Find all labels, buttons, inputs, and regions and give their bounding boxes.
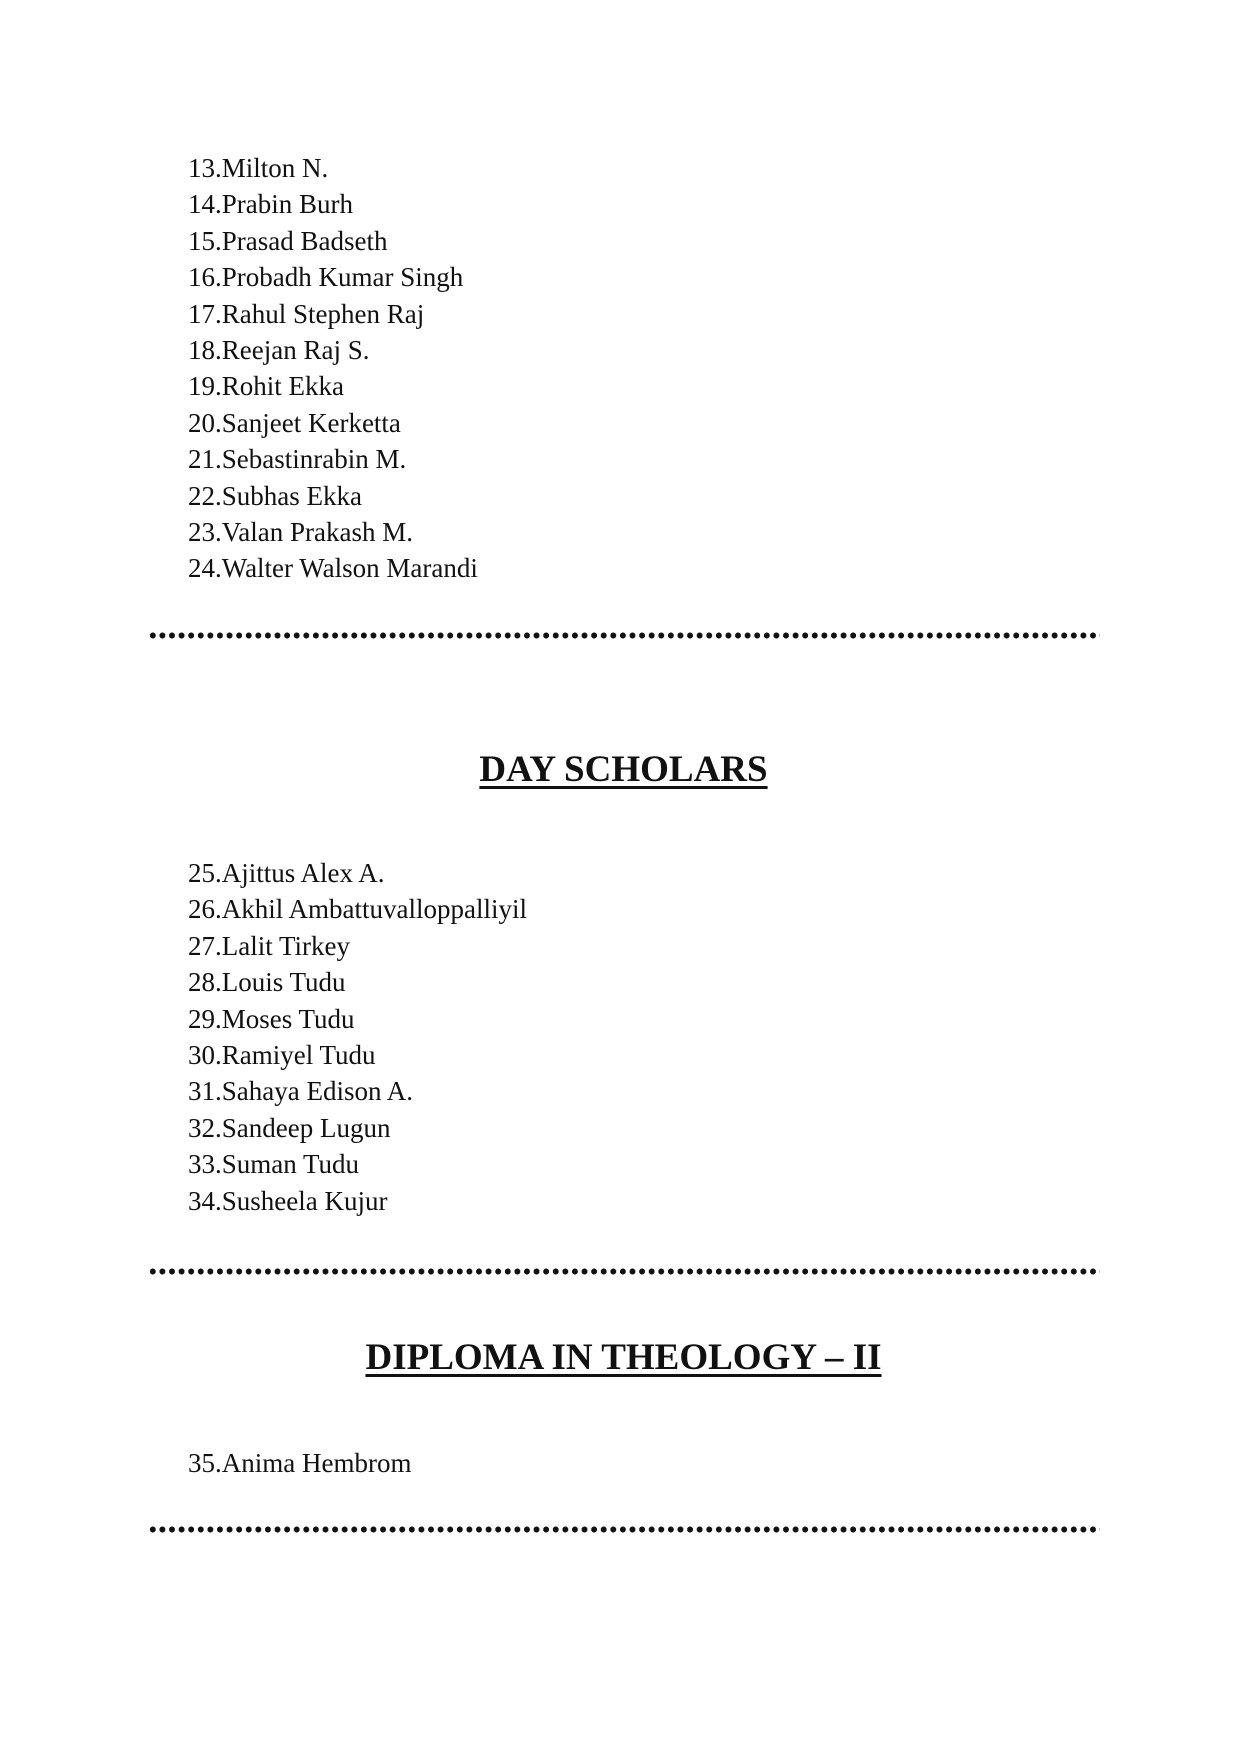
list-item-number: 25.: [188, 858, 222, 888]
list-item: [188, 1037, 527, 1073]
list-item-name: Sandeep Lugun: [221, 1112, 391, 1143]
list-item: [188, 1445, 411, 1481]
list-item: [188, 223, 478, 259]
dotted-divider: [148, 1526, 1100, 1533]
list-item-name: Sebastinrabin M.: [221, 444, 407, 475]
list-item-number: 20.: [188, 407, 222, 438]
list-item: [188, 296, 478, 332]
list-item-number: 29.: [188, 1003, 222, 1034]
section-title-diploma-theology: [3, 1336, 1241, 1380]
list-item: [188, 928, 527, 964]
day-scholars-list: [188, 855, 527, 1219]
list-item: [188, 964, 527, 1000]
list-item-number: 33.: [188, 1149, 222, 1180]
list-item: [188, 478, 478, 514]
list-item: [188, 1183, 527, 1219]
list-item-name: Valan Prakash M.: [221, 516, 413, 547]
section-title-day-scholars: [3, 748, 1241, 792]
section-title-text: DIPLOMA IN THEOLOGY – II: [365, 1337, 882, 1378]
list-item-number: 32.: [188, 1112, 222, 1143]
list-item-number: 15.: [188, 225, 222, 256]
list-item: [188, 514, 478, 550]
list-item-name: Prasad Badseth: [221, 225, 388, 256]
list-item-number: 21.: [188, 444, 222, 475]
list-item: [188, 150, 478, 186]
list-item-number: 19.: [188, 371, 222, 402]
list-item-number: 17.: [188, 298, 222, 329]
list-item-name: Rahul Stephen Raj: [221, 298, 425, 329]
list-item-name: Prabin Burh: [221, 189, 353, 220]
list-item-number: 34.: [188, 1185, 222, 1216]
list-item-name: Susheela Kujur: [221, 1185, 388, 1216]
list-item-number: 22.: [188, 480, 222, 511]
student-list-continued: [188, 150, 478, 587]
list-item: [188, 855, 527, 891]
diploma-theology-list: [188, 1445, 411, 1481]
list-item: [188, 259, 478, 295]
list-item-name: Moses Tudu: [221, 1003, 355, 1034]
dotted-divider: [148, 632, 1100, 639]
list-item-number: 26.: [188, 894, 222, 925]
list-item-name: Reejan Raj S.: [221, 334, 370, 365]
list-item-name: Ramiyel Tudu: [221, 1039, 376, 1070]
list-item-number: 28.: [188, 967, 222, 998]
list-item-name: Ajittus Alex A.: [221, 858, 385, 888]
list-item-number: 23.: [188, 516, 222, 547]
list-item-number: 13.: [188, 153, 222, 183]
list-item-number: 18.: [188, 334, 222, 365]
list-item-name: Milton N.: [221, 153, 329, 183]
list-item-name: Akhil Ambattuvalloppalliyil: [221, 894, 527, 925]
list-item: [188, 368, 478, 404]
list-item: [188, 186, 478, 222]
dotted-divider: [148, 1268, 1100, 1275]
list-item: [188, 405, 478, 441]
list-item: [188, 1001, 527, 1037]
list-item: [188, 891, 527, 927]
list-item: [188, 1110, 527, 1146]
list-item-name: Suman Tudu: [221, 1149, 360, 1180]
list-item-number: 14.: [188, 189, 222, 220]
list-item-name: Lalit Tirkey: [221, 930, 351, 961]
list-item: [188, 332, 478, 368]
list-item-name: Walter Walson Marandi: [221, 553, 478, 584]
list-item-number: 24.: [188, 553, 222, 584]
list-item-number: 30.: [188, 1039, 222, 1070]
list-item: [188, 1073, 527, 1109]
list-item-name: Subhas Ekka: [221, 480, 362, 511]
list-item-name: Probadh Kumar Singh: [221, 262, 464, 293]
section-title-text: DAY SCHOLARS: [479, 749, 768, 790]
list-item: [188, 550, 478, 586]
list-item-number: 27.: [188, 930, 222, 961]
list-item-number: 35.: [188, 1448, 222, 1478]
list-item-name: Sanjeet Kerketta: [221, 407, 401, 438]
list-item-name: Louis Tudu: [221, 967, 346, 998]
list-item-number: 16.: [188, 262, 222, 293]
list-item-name: Sahaya Edison A.: [221, 1076, 413, 1107]
list-item-number: 31.: [188, 1076, 222, 1107]
list-item: [188, 1146, 527, 1182]
list-item: [188, 441, 478, 477]
list-item-name: Anima Hembrom: [221, 1448, 412, 1478]
list-item-name: Rohit Ekka: [221, 371, 344, 402]
